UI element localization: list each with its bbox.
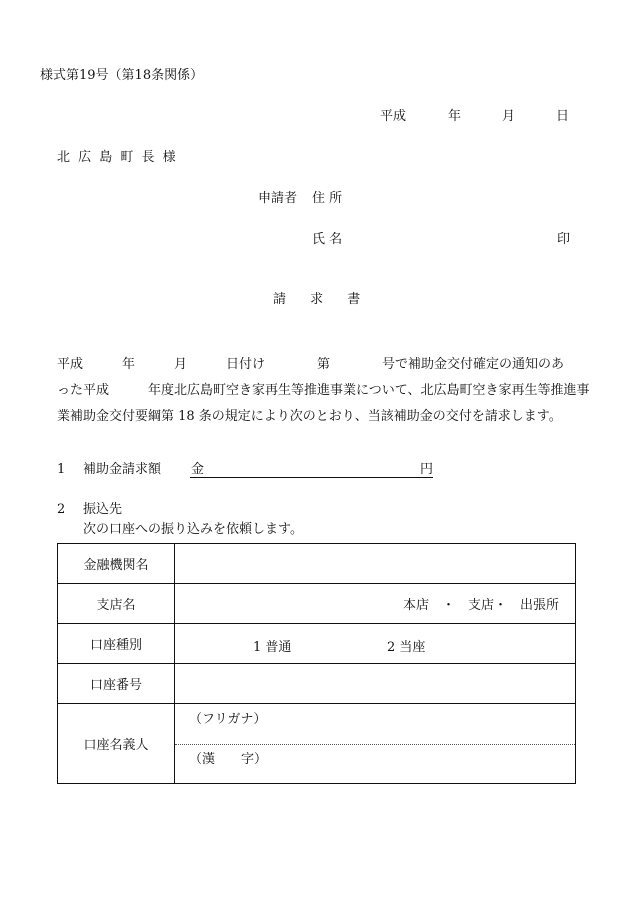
amount-prefix: 金 — [191, 462, 205, 477]
body-line-1: 平成 年 月 日付け 第 号で補助金交付確定の通知のあ — [57, 357, 565, 372]
account-holder-fields — [175, 704, 575, 783]
table-row-type — [58, 624, 576, 664]
item-1-label: 補助金請求額 — [83, 462, 162, 477]
table-row-branch — [58, 584, 576, 624]
address-label: 住 所 — [312, 191, 343, 206]
item-1-number: 1 — [57, 462, 66, 477]
item-2-note: 次の口座への振り込みを依頼します。 — [83, 522, 303, 537]
bank-name-label: 金融機関名 — [58, 544, 175, 584]
account-holder-label: 口座名義人 — [58, 704, 175, 784]
form-number: 様式第19号（第18条関係） — [40, 68, 204, 83]
date-era: 平成 — [380, 109, 407, 124]
addressee: 北 広 島 町 長 様 — [57, 150, 178, 165]
body-line-2: った平成 年度北広島町空き家再生等推進事業について、北広島町空き家再生等推進事 — [57, 383, 590, 398]
seal-mark: 印 — [557, 232, 571, 247]
branch-label: 支店名 — [58, 584, 175, 624]
holder-kana-label: （フリガナ） — [189, 712, 267, 727]
account-type-label: 口座種別 — [58, 624, 175, 664]
holder-kanji-label: （漢 字） — [189, 752, 268, 767]
account-type-current[interactable]: 2 当座 — [387, 640, 426, 655]
account-table — [57, 543, 576, 784]
amount-unit: 円 — [420, 462, 434, 477]
date-month: 月 — [502, 109, 516, 124]
table-row-number — [58, 664, 576, 704]
amount-underline — [190, 477, 433, 478]
body-paragraph — [57, 352, 590, 430]
table-row-bank — [58, 544, 576, 584]
holder-divider — [175, 744, 575, 745]
account-number-label: 口座番号 — [58, 664, 175, 704]
account-number-cell[interactable] — [175, 664, 576, 704]
applicant-label: 申請者 — [258, 191, 298, 206]
account-type-cell[interactable] — [175, 624, 576, 664]
item-2-label: 振込先 — [83, 502, 123, 517]
date-year: 年 — [448, 109, 462, 124]
table-row-holder — [58, 704, 576, 784]
bank-name-cell[interactable] — [175, 544, 576, 584]
account-holder-cell[interactable] — [175, 704, 576, 784]
date-day: 日 — [556, 109, 570, 124]
document-title: 請 求 書 — [273, 292, 371, 307]
body-line-3: 業補助金交付要綱第 18 条の規定により次のとおり、当該補助金の交付を請求します。 — [57, 409, 562, 424]
item-2-number: 2 — [57, 502, 66, 517]
account-type-ordinary[interactable]: 1 普通 — [253, 640, 292, 655]
name-label: 氏 名 — [312, 232, 343, 247]
branch-options[interactable]: 本店 ・ 支店・ 出張所 — [175, 584, 576, 624]
